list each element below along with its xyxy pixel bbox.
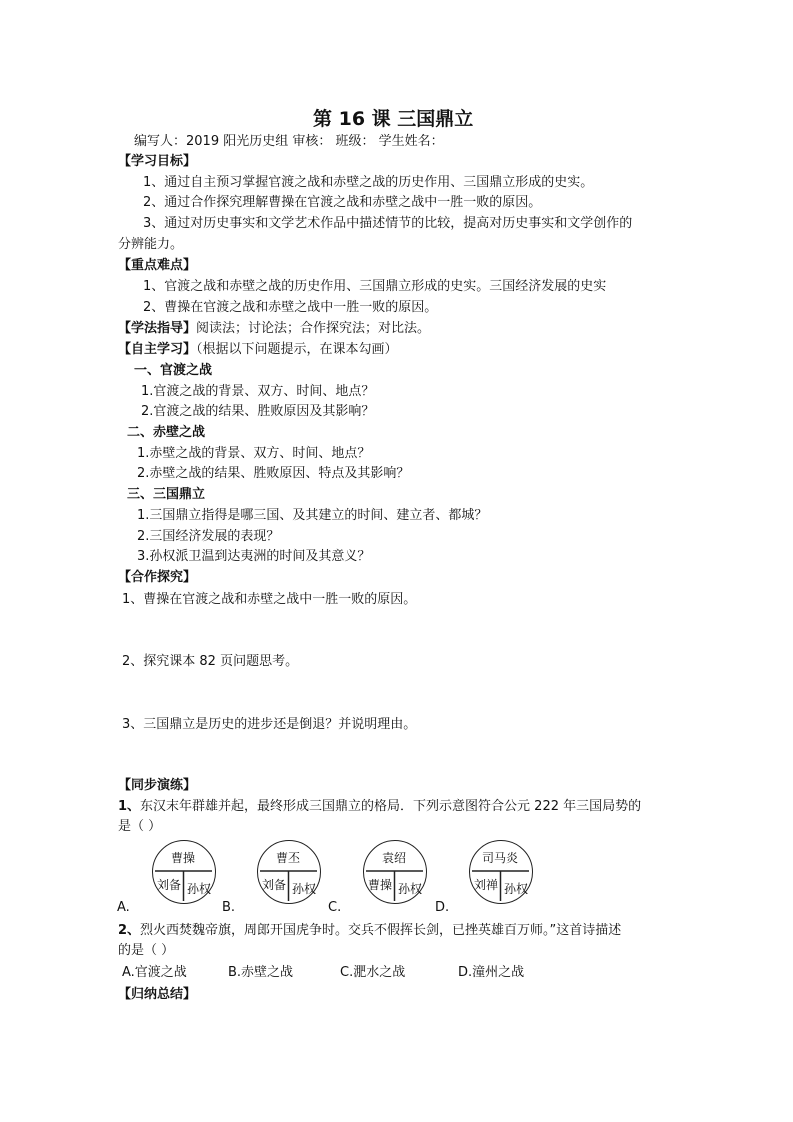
cooperate-item-3: 3、三国鼎立是历史的进步还是倒退？并说明理由。 bbox=[122, 717, 417, 732]
cooperate-item-1: 1、曹操在官渡之战和赤壁之战中一胜一败的原因。 bbox=[122, 592, 417, 607]
question-2-text: 烈火西焚魏帝旗，周郎开国虎争时。交兵不假挥长剑，已挫英雄百万师。”这首诗描述 bbox=[140, 923, 622, 938]
goal-item-3-cont: 分辨能力。 bbox=[118, 237, 184, 252]
section-title-1: 一、官渡之战 bbox=[134, 363, 213, 378]
goal-item-2: 2、通过合作探究理解曹操在官渡之战和赤壁之战中一胜一败的原因。 bbox=[143, 195, 542, 210]
question-2-line-2: 的是（ ） bbox=[118, 943, 175, 958]
diagram-a bbox=[152, 840, 216, 904]
diagram-b-right-label: 孙权 bbox=[292, 882, 317, 896]
diagram-b-letter: B. bbox=[222, 900, 236, 915]
diagram-b bbox=[257, 840, 321, 904]
diagram-b-top-label: 曹丕 bbox=[276, 851, 301, 865]
cooperate-item-2: 2、探究课本 82 页问题思考。 bbox=[122, 654, 299, 669]
diagram-b-left-label: 刘备 bbox=[262, 878, 287, 892]
method-text: 阅读法；讨论法；合作探究法；对比法。 bbox=[196, 321, 431, 336]
goals-heading: 【学习目标】 bbox=[118, 154, 197, 169]
diagram-a-top-label: 曹操 bbox=[171, 851, 196, 865]
diagram-c-letter: C. bbox=[328, 900, 342, 915]
question-2-line-1 bbox=[118, 922, 621, 940]
diagram-a-right-label: 孙权 bbox=[187, 882, 212, 896]
diagram-c bbox=[363, 840, 427, 904]
summary-heading: 【归纳总结】 bbox=[118, 987, 197, 1002]
section3-item-3: 3.孙权派卫温到达夷洲的时间及其意义？ bbox=[137, 549, 371, 564]
diagram-a-left-label: 刘备 bbox=[157, 878, 182, 892]
diagram-d bbox=[469, 840, 533, 904]
diagram-d-right-label: 孙权 bbox=[504, 882, 529, 896]
selfstudy-line bbox=[118, 341, 398, 359]
section1-item-2: 2.官渡之战的结果、胜败原因及其影响？ bbox=[141, 404, 375, 419]
section2-item-2: 2.赤壁之战的结果、胜败原因、特点及其影响？ bbox=[137, 466, 410, 481]
goal-item-1: 1、通过自主预习掌握官渡之战和赤壁之战的历史作用、三国鼎立形成的史实。 bbox=[143, 175, 594, 190]
question-1-line-2: 是（ ） bbox=[118, 819, 162, 834]
method-line bbox=[118, 320, 430, 338]
section-title-2: 二、赤壁之战 bbox=[127, 425, 206, 440]
page-title: 第 16 课 三国鼎立 bbox=[313, 108, 474, 130]
question-1-number: 1、 bbox=[118, 799, 141, 814]
selfstudy-note: （根据以下问题提示，在课本勾画） bbox=[196, 342, 398, 357]
selfstudy-heading: 【自主学习】 bbox=[118, 342, 197, 357]
question-1-text: 东汉末年群雄并起，最终形成三国鼎立的格局．下列示意图符合公元 222 年三国局势的 bbox=[140, 799, 642, 814]
keypoint-item-1: 1、官渡之战和赤壁之战的历史作用、三国鼎立形成的史实。三国经济发展的史实 bbox=[143, 279, 607, 294]
diagram-c-right-label: 孙权 bbox=[398, 882, 423, 896]
author-line: 编写人：2019 阳光历史组 审核： 班级： 学生姓名： bbox=[134, 134, 444, 149]
section3-item-2: 2.三国经济发展的表现？ bbox=[137, 529, 280, 544]
method-heading: 【学法指导】 bbox=[118, 321, 197, 336]
diagram-a-letter: A. bbox=[117, 900, 130, 915]
keypoints-heading: 【重点难点】 bbox=[118, 258, 197, 273]
section-title-3: 三、三国鼎立 bbox=[127, 487, 206, 502]
diagram-d-top-label: 司马炎 bbox=[482, 851, 519, 865]
diagram-c-top-label: 袁绍 bbox=[382, 851, 407, 865]
practice-heading: 【同步演练】 bbox=[118, 778, 197, 793]
question-2-option-a: A.官渡之战 bbox=[122, 965, 187, 980]
section1-item-1: 1.官渡之战的背景、双方、时间、地点？ bbox=[141, 384, 375, 399]
question-2-number: 2、 bbox=[118, 923, 141, 938]
question-2-option-d: D.潼州之战 bbox=[458, 965, 525, 980]
question-2-option-b: B.赤壁之战 bbox=[228, 965, 294, 980]
diagram-c-left-label: 曹操 bbox=[368, 878, 393, 892]
section2-item-1: 1.赤壁之战的背景、双方、时间、地点？ bbox=[137, 446, 371, 461]
goal-item-3: 3、通过对历史事实和文学艺术作品中描述情节的比较，提高对历史事实和文学创作的 bbox=[143, 216, 633, 231]
keypoint-item-2: 2、曹操在官渡之战和赤壁之战中一胜一败的原因。 bbox=[143, 300, 438, 315]
diagram-d-letter: D. bbox=[435, 900, 450, 915]
question-1-line-1 bbox=[118, 798, 641, 816]
diagram-d-left-label: 刘禅 bbox=[474, 878, 499, 892]
section3-item-1: 1.三国鼎立指得是哪三国、及其建立的时间、建立者、都城？ bbox=[137, 508, 488, 523]
cooperate-heading: 【合作探究】 bbox=[118, 570, 197, 585]
question-2-option-c: C.淝水之战 bbox=[340, 965, 406, 980]
